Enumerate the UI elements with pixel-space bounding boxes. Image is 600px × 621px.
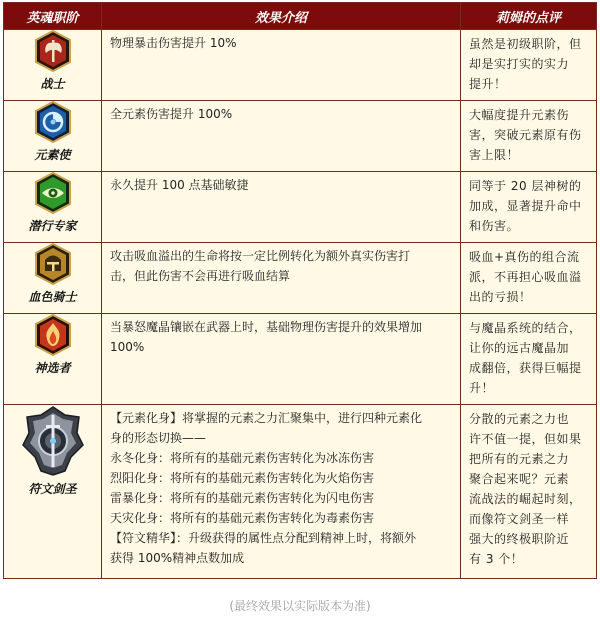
knight-helm-emblem-icon (34, 243, 72, 285)
header-comment: 莉姆的点评 (461, 3, 597, 30)
hero-cell (4, 314, 102, 405)
comment-cell (461, 172, 597, 243)
comment-line: 让你的远古魔晶加 (469, 341, 570, 355)
comment-line: 有 3 个！ (469, 552, 524, 566)
effect-line: 获得 100%精神点数加成 (110, 551, 245, 565)
header-effect: 效果介绍 (102, 3, 461, 30)
comment-cell (461, 405, 597, 579)
table-header-row (4, 3, 597, 30)
footer-note: (最终效果以实际版本为准) (229, 599, 371, 613)
comment-line: 升！ (469, 381, 495, 395)
header-hero: 英魂职阶 (4, 3, 102, 30)
hero-name: 战士 (40, 77, 65, 91)
comment-line: 强大的终极职阶近 (469, 532, 570, 546)
effect-line: 雷暴化身：将所有的基础元素伤害转化为闪电伤害 (110, 491, 375, 505)
effect-cell (102, 405, 461, 579)
comment-line: 把所有的元素之力 (469, 452, 570, 466)
hero-cell (4, 30, 102, 101)
comment-line: 而像符文剑圣一样 (469, 512, 570, 526)
hero-class-table (3, 2, 597, 579)
rune-sword-crest-icon (21, 405, 85, 477)
effect-line: 烈阳化身：将所有的基础元素伤害转化为火焰伤害 (110, 471, 375, 485)
table-row (4, 405, 597, 579)
hero-name: 潜行专家 (28, 219, 77, 233)
table-row (4, 30, 597, 101)
effect-line: 永冬化身：将所有的基础元素伤害转化为冰冻伤害 (110, 451, 375, 465)
comment-line: 吸血+真伤的组合流 (469, 250, 580, 264)
comment-line: 流战法的崛起时刻， (469, 492, 582, 506)
effect-cell (102, 314, 461, 405)
comment-line: 大幅度提升元素伤 (469, 108, 570, 122)
comment-line: 与魔晶系统的结合， (469, 321, 582, 335)
comment-line: 同等于 20 层神树的 (469, 179, 582, 193)
effect-line: 全元素伤害提升 100% (110, 107, 233, 121)
hero-cell (4, 243, 102, 314)
comment-line: 加成，显著提升命中 (469, 199, 582, 213)
comment-line: 许不值一提，但如果 (469, 432, 582, 446)
comment-line: 派，不再担心吸血溢 (469, 270, 582, 284)
axe-emblem-icon (34, 30, 72, 72)
comment-line: 虽然是初级职阶，但 (469, 37, 582, 51)
effect-line: 【符文精华】：升级获得的属性点分配到精神上时，将额外 (110, 531, 417, 545)
effect-cell (102, 30, 461, 101)
comment-cell (461, 243, 597, 314)
comment-line: 和伤害。 (469, 219, 520, 233)
effect-line: 物理暴击伤害提升 10% (110, 36, 237, 50)
chosen-flame-emblem-icon (34, 314, 72, 356)
hero-name: 神选者 (34, 361, 71, 375)
effect-line: 击，但此伤害不会再进行吸血结算 (110, 269, 291, 283)
comment-line: 害上限！ (469, 148, 520, 162)
table-row (4, 243, 597, 314)
hero-name: 符文剑圣 (28, 482, 77, 496)
stealth-eye-emblem-icon (34, 172, 72, 214)
effect-cell (102, 101, 461, 172)
hero-cell (4, 101, 102, 172)
effect-line: 身的形态切换—— (110, 431, 207, 445)
table-row (4, 314, 597, 405)
comment-line: 害，突破元素原有伤 (469, 128, 582, 142)
effect-line: 【元素化身】将掌握的元素之力汇聚集中，进行四种元素化 (110, 411, 423, 425)
table-row (4, 172, 597, 243)
effect-cell (102, 243, 461, 314)
effect-line: 天灾化身：将所有的基础元素伤害转化为毒素伤害 (110, 511, 375, 525)
effect-line: 100% (110, 340, 145, 354)
element-swirl-emblem-icon (34, 101, 72, 143)
comment-line: 提升！ (469, 77, 507, 91)
comment-line: 出的亏损！ (469, 290, 532, 304)
hero-cell (4, 405, 102, 579)
comment-line: 聚合起来呢？元素 (469, 472, 570, 486)
effect-line: 攻击吸血溢出的生命将按一定比例转化为额外真实伤害打 (110, 249, 411, 263)
effect-line: 永久提升 100 点基础敏捷 (110, 178, 249, 192)
hero-name: 元素使 (34, 148, 71, 162)
table-row (4, 101, 597, 172)
hero-name: 血色骑士 (28, 290, 77, 304)
comment-line: 成翻倍，获得巨幅提 (469, 361, 582, 375)
effect-cell (102, 172, 461, 243)
comment-cell (461, 30, 597, 101)
comment-cell (461, 314, 597, 405)
hero-cell (4, 172, 102, 243)
comment-line: 却是实打实的实力 (469, 57, 570, 71)
comment-line: 分散的元素之力也 (469, 412, 570, 426)
comment-cell (461, 101, 597, 172)
effect-line: 当暴怒魔晶镶嵌在武器上时，基础物理伤害提升的效果增加 (110, 320, 423, 334)
